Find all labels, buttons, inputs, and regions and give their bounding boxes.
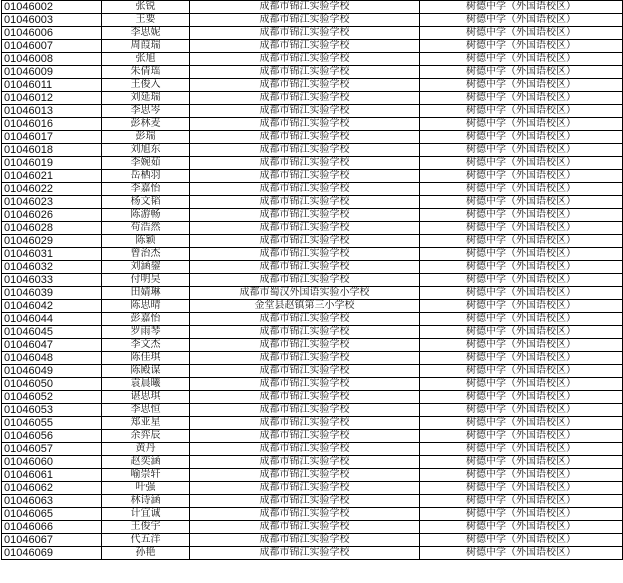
admitted-school-cell: 树德中学（外国语校区） xyxy=(420,534,623,547)
student-name-cell: 李嘉怡 xyxy=(102,183,190,196)
primary-school-cell: 成都市锦江实验学校 xyxy=(190,66,420,79)
student-name-cell: 刘涵鋆 xyxy=(102,261,190,274)
table-row xyxy=(2,547,623,560)
admitted-school-cell: 树德中学（外国语校区） xyxy=(420,183,623,196)
table-row xyxy=(2,508,623,521)
table-row xyxy=(2,365,623,378)
student-name-cell: 朱倩瑶 xyxy=(102,66,190,79)
table-row xyxy=(2,53,623,66)
student-name-cell: 余弈辰 xyxy=(102,430,190,443)
primary-school-cell: 成都市锦江实验学校 xyxy=(190,482,420,495)
student-id-cell: 01046047 xyxy=(2,339,102,352)
student-id-cell: 01046048 xyxy=(2,352,102,365)
student-name-cell: 周葭瑞 xyxy=(102,40,190,53)
student-name-cell: 李思岑 xyxy=(102,105,190,118)
student-name-cell: 曾治杰 xyxy=(102,248,190,261)
primary-school-cell: 成都市锦江实验学校 xyxy=(190,339,420,352)
student-id-cell: 01046049 xyxy=(2,365,102,378)
table-row xyxy=(2,404,623,417)
admitted-school-cell: 树德中学（外国语校区） xyxy=(420,339,623,352)
student-id-cell: 01046018 xyxy=(2,144,102,157)
student-name-cell: 孙艳 xyxy=(102,547,190,560)
primary-school-cell: 成都市蜀汉外国语实验小学校 xyxy=(190,287,420,300)
admitted-school-cell: 树德中学（外国语校区） xyxy=(420,92,623,105)
table-row xyxy=(2,300,623,313)
student-id-cell: 01046021 xyxy=(2,170,102,183)
table-row xyxy=(2,352,623,365)
student-id-cell: 01046050 xyxy=(2,378,102,391)
student-name-cell: 王俊入 xyxy=(102,79,190,92)
student-id-cell: 01046061 xyxy=(2,469,102,482)
student-name-cell: 彭瑞 xyxy=(102,131,190,144)
admitted-school-cell: 树德中学（外国语校区） xyxy=(420,196,623,209)
student-name-cell: 刘旭东 xyxy=(102,144,190,157)
student-name-cell: 杨文韬 xyxy=(102,196,190,209)
table-row xyxy=(2,235,623,248)
primary-school-cell: 成都市锦江实验学校 xyxy=(190,456,420,469)
primary-school-cell: 成都市锦江实验学校 xyxy=(190,118,420,131)
primary-school-cell: 成都市锦江实验学校 xyxy=(190,521,420,534)
student-name-cell: 张旭 xyxy=(102,53,190,66)
student-name-cell: 王要 xyxy=(102,14,190,27)
student-name-cell: 喻崇轩 xyxy=(102,469,190,482)
table-row xyxy=(2,27,623,40)
student-name-cell: 彭林麦 xyxy=(102,118,190,131)
student-name-cell: 叶强 xyxy=(102,482,190,495)
admitted-school-cell: 树德中学（外国语校区） xyxy=(420,79,623,92)
admitted-school-cell: 树德中学（外国语校区） xyxy=(420,274,623,287)
student-name-cell: 陈颖 xyxy=(102,235,190,248)
student-id-cell: 01046013 xyxy=(2,105,102,118)
primary-school-cell: 成都市锦江实验学校 xyxy=(190,196,420,209)
table-row xyxy=(2,456,623,469)
table-row xyxy=(2,79,623,92)
admitted-school-cell: 树德中学（外国语校区） xyxy=(420,443,623,456)
admitted-school-cell: 树德中学（外国语校区） xyxy=(420,300,623,313)
student-id-cell: 01046052 xyxy=(2,391,102,404)
student-name-cell: 林诗涵 xyxy=(102,495,190,508)
admitted-school-cell: 树德中学（外国语校区） xyxy=(420,261,623,274)
student-name-cell: 谌思琪 xyxy=(102,391,190,404)
student-id-cell: 01046003 xyxy=(2,14,102,27)
student-name-cell: 苟浩然 xyxy=(102,222,190,235)
student-name-cell: 代五洋 xyxy=(102,534,190,547)
primary-school-cell: 成都市锦江实验学校 xyxy=(190,157,420,170)
table-row xyxy=(2,248,623,261)
admitted-school-cell: 树德中学（外国语校区） xyxy=(420,157,623,170)
admitted-school-cell: 树德中学（外国语校区） xyxy=(420,417,623,430)
primary-school-cell: 成都市锦江实验学校 xyxy=(190,92,420,105)
student-id-cell: 01046060 xyxy=(2,456,102,469)
student-name-cell: 陈思晴 xyxy=(102,300,190,313)
student-id-cell: 01046055 xyxy=(2,417,102,430)
table-row xyxy=(2,40,623,53)
table-row xyxy=(2,209,623,222)
table-row xyxy=(2,443,623,456)
admitted-school-cell: 树德中学（外国语校区） xyxy=(420,326,623,339)
student-id-cell: 01046007 xyxy=(2,40,102,53)
primary-school-cell: 成都市锦江实验学校 xyxy=(190,404,420,417)
admitted-school-cell: 树德中学（外国语校区） xyxy=(420,209,623,222)
table-row xyxy=(2,469,623,482)
student-id-cell: 01046016 xyxy=(2,118,102,131)
primary-school-cell: 成都市锦江实验学校 xyxy=(190,417,420,430)
student-name-cell: 李婉茹 xyxy=(102,157,190,170)
student-id-cell: 01046028 xyxy=(2,222,102,235)
student-id-cell: 01046023 xyxy=(2,196,102,209)
student-id-cell: 01046044 xyxy=(2,313,102,326)
student-name-cell: 黄丹 xyxy=(102,443,190,456)
student-name-cell: 李思妮 xyxy=(102,27,190,40)
student-name-cell: 王俊宇 xyxy=(102,521,190,534)
admitted-school-cell: 树德中学（外国语校区） xyxy=(420,248,623,261)
admitted-school-cell: 树德中学（外国语校区） xyxy=(420,235,623,248)
primary-school-cell: 成都市锦江实验学校 xyxy=(190,222,420,235)
student-id-cell: 01046002 xyxy=(2,1,102,14)
admitted-school-cell: 树德中学（外国语校区） xyxy=(420,170,623,183)
table-row xyxy=(2,430,623,443)
admitted-school-cell: 树德中学（外国语校区） xyxy=(420,53,623,66)
table-row xyxy=(2,495,623,508)
admitted-school-cell: 树德中学（外国语校区） xyxy=(420,430,623,443)
student-name-cell: 陈佳琪 xyxy=(102,352,190,365)
primary-school-cell: 成都市锦江实验学校 xyxy=(190,131,420,144)
primary-school-cell: 成都市锦江实验学校 xyxy=(190,261,420,274)
primary-school-cell: 成都市锦江实验学校 xyxy=(190,144,420,157)
student-id-cell: 01046022 xyxy=(2,183,102,196)
student-id-cell: 01046033 xyxy=(2,274,102,287)
admitted-school-cell: 树德中学（外国语校区） xyxy=(420,456,623,469)
admission-table xyxy=(1,0,623,560)
student-name-cell: 张锐 xyxy=(102,1,190,14)
admitted-school-cell: 树德中学（外国语校区） xyxy=(420,391,623,404)
primary-school-cell: 成都市锦江实验学校 xyxy=(190,443,420,456)
table-row xyxy=(2,196,623,209)
primary-school-cell: 金堂县赵镇第三小学校 xyxy=(190,300,420,313)
primary-school-cell: 成都市锦江实验学校 xyxy=(190,248,420,261)
table-row xyxy=(2,157,623,170)
admitted-school-cell: 树德中学（外国语校区） xyxy=(420,508,623,521)
admitted-school-cell: 树德中学（外国语校区） xyxy=(420,105,623,118)
table-row xyxy=(2,222,623,235)
primary-school-cell: 成都市锦江实验学校 xyxy=(190,352,420,365)
student-id-cell: 01046039 xyxy=(2,287,102,300)
student-name-cell: 罗雨琴 xyxy=(102,326,190,339)
student-name-cell: 李思恒 xyxy=(102,404,190,417)
student-name-cell: 袁晨曦 xyxy=(102,378,190,391)
student-id-cell: 01046045 xyxy=(2,326,102,339)
student-id-cell: 01046032 xyxy=(2,261,102,274)
admitted-school-cell: 树德中学（外国语校区） xyxy=(420,27,623,40)
primary-school-cell: 成都市锦江实验学校 xyxy=(190,79,420,92)
student-name-cell: 陈殿谋 xyxy=(102,365,190,378)
table-row xyxy=(2,521,623,534)
student-id-cell: 01046009 xyxy=(2,66,102,79)
student-id-cell: 01046065 xyxy=(2,508,102,521)
admitted-school-cell: 树德中学（外国语校区） xyxy=(420,378,623,391)
table-row xyxy=(2,482,623,495)
student-id-cell: 01046056 xyxy=(2,430,102,443)
table-row xyxy=(2,131,623,144)
table-row xyxy=(2,313,623,326)
table-row xyxy=(2,417,623,430)
student-name-cell: 彭嘉怡 xyxy=(102,313,190,326)
primary-school-cell: 成都市锦江实验学校 xyxy=(190,391,420,404)
primary-school-cell: 成都市锦江实验学校 xyxy=(190,40,420,53)
primary-school-cell: 成都市锦江实验学校 xyxy=(190,209,420,222)
admitted-school-cell: 树德中学（外国语校区） xyxy=(420,287,623,300)
student-id-cell: 01046069 xyxy=(2,547,102,560)
student-id-cell: 01046019 xyxy=(2,157,102,170)
admitted-school-cell: 树德中学（外国语校区） xyxy=(420,14,623,27)
primary-school-cell: 成都市锦江实验学校 xyxy=(190,235,420,248)
table-row xyxy=(2,391,623,404)
student-name-cell: 赵奕涵 xyxy=(102,456,190,469)
admitted-school-cell: 树德中学（外国语校区） xyxy=(420,1,623,14)
table-row xyxy=(2,261,623,274)
admitted-school-cell: 树德中学（外国语校区） xyxy=(420,365,623,378)
student-name-cell: 刘延瑞 xyxy=(102,92,190,105)
primary-school-cell: 成都市锦江实验学校 xyxy=(190,547,420,560)
student-name-cell: 计宜诚 xyxy=(102,508,190,521)
primary-school-cell: 成都市锦江实验学校 xyxy=(190,495,420,508)
table-row xyxy=(2,287,623,300)
student-name-cell: 李文杰 xyxy=(102,339,190,352)
table-row xyxy=(2,339,623,352)
table-row xyxy=(2,1,623,14)
student-id-cell: 01046057 xyxy=(2,443,102,456)
table-row xyxy=(2,274,623,287)
table-row xyxy=(2,326,623,339)
student-name-cell: 郑亚星 xyxy=(102,417,190,430)
student-id-cell: 01046067 xyxy=(2,534,102,547)
table-row xyxy=(2,14,623,27)
admitted-school-cell: 树德中学（外国语校区） xyxy=(420,144,623,157)
student-id-cell: 01046066 xyxy=(2,521,102,534)
primary-school-cell: 成都市锦江实验学校 xyxy=(190,183,420,196)
admitted-school-cell: 树德中学（外国语校区） xyxy=(420,222,623,235)
primary-school-cell: 成都市锦江实验学校 xyxy=(190,14,420,27)
primary-school-cell: 成都市锦江实验学校 xyxy=(190,53,420,66)
student-id-cell: 01046053 xyxy=(2,404,102,417)
student-id-cell: 01046012 xyxy=(2,92,102,105)
admitted-school-cell: 树德中学（外国语校区） xyxy=(420,404,623,417)
student-id-cell: 01046031 xyxy=(2,248,102,261)
student-id-cell: 01046063 xyxy=(2,495,102,508)
admitted-school-cell: 树德中学（外国语校区） xyxy=(420,131,623,144)
primary-school-cell: 成都市锦江实验学校 xyxy=(190,469,420,482)
admitted-school-cell: 树德中学（外国语校区） xyxy=(420,313,623,326)
student-id-cell: 01046008 xyxy=(2,53,102,66)
primary-school-cell: 成都市锦江实验学校 xyxy=(190,1,420,14)
student-name-cell: 田婧琳 xyxy=(102,287,190,300)
student-name-cell: 付明昊 xyxy=(102,274,190,287)
primary-school-cell: 成都市锦江实验学校 xyxy=(190,378,420,391)
admitted-school-cell: 树德中学（外国语校区） xyxy=(420,40,623,53)
table-row xyxy=(2,92,623,105)
primary-school-cell: 成都市锦江实验学校 xyxy=(190,27,420,40)
student-id-cell: 01046042 xyxy=(2,300,102,313)
table-row xyxy=(2,170,623,183)
primary-school-cell: 成都市锦江实验学校 xyxy=(190,313,420,326)
student-id-cell: 01046026 xyxy=(2,209,102,222)
student-id-cell: 01046011 xyxy=(2,79,102,92)
student-name-cell: 陈游畅 xyxy=(102,209,190,222)
student-id-cell: 01046029 xyxy=(2,235,102,248)
admitted-school-cell: 树德中学（外国语校区） xyxy=(420,521,623,534)
student-id-cell: 01046006 xyxy=(2,27,102,40)
student-id-cell: 01046062 xyxy=(2,482,102,495)
primary-school-cell: 成都市锦江实验学校 xyxy=(190,170,420,183)
admitted-school-cell: 树德中学（外国语校区） xyxy=(420,495,623,508)
primary-school-cell: 成都市锦江实验学校 xyxy=(190,274,420,287)
table-row xyxy=(2,183,623,196)
admission-table-body xyxy=(2,1,623,560)
admitted-school-cell: 树德中学（外国语校区） xyxy=(420,469,623,482)
primary-school-cell: 成都市锦江实验学校 xyxy=(190,430,420,443)
table-row xyxy=(2,66,623,79)
primary-school-cell: 成都市锦江实验学校 xyxy=(190,105,420,118)
table-row xyxy=(2,144,623,157)
admitted-school-cell: 树德中学（外国语校区） xyxy=(420,118,623,131)
primary-school-cell: 成都市锦江实验学校 xyxy=(190,365,420,378)
admitted-school-cell: 树德中学（外国语校区） xyxy=(420,66,623,79)
admitted-school-cell: 树德中学（外国语校区） xyxy=(420,352,623,365)
table-row xyxy=(2,534,623,547)
table-row xyxy=(2,378,623,391)
admitted-school-cell: 树德中学（外国语校区） xyxy=(420,547,623,560)
primary-school-cell: 成都市锦江实验学校 xyxy=(190,326,420,339)
primary-school-cell: 成都市锦江实验学校 xyxy=(190,534,420,547)
table-row xyxy=(2,118,623,131)
table-row xyxy=(2,105,623,118)
student-name-cell: 岳栖羽 xyxy=(102,170,190,183)
student-id-cell: 01046017 xyxy=(2,131,102,144)
primary-school-cell: 成都市锦江实验学校 xyxy=(190,508,420,521)
admitted-school-cell: 树德中学（外国语校区） xyxy=(420,482,623,495)
